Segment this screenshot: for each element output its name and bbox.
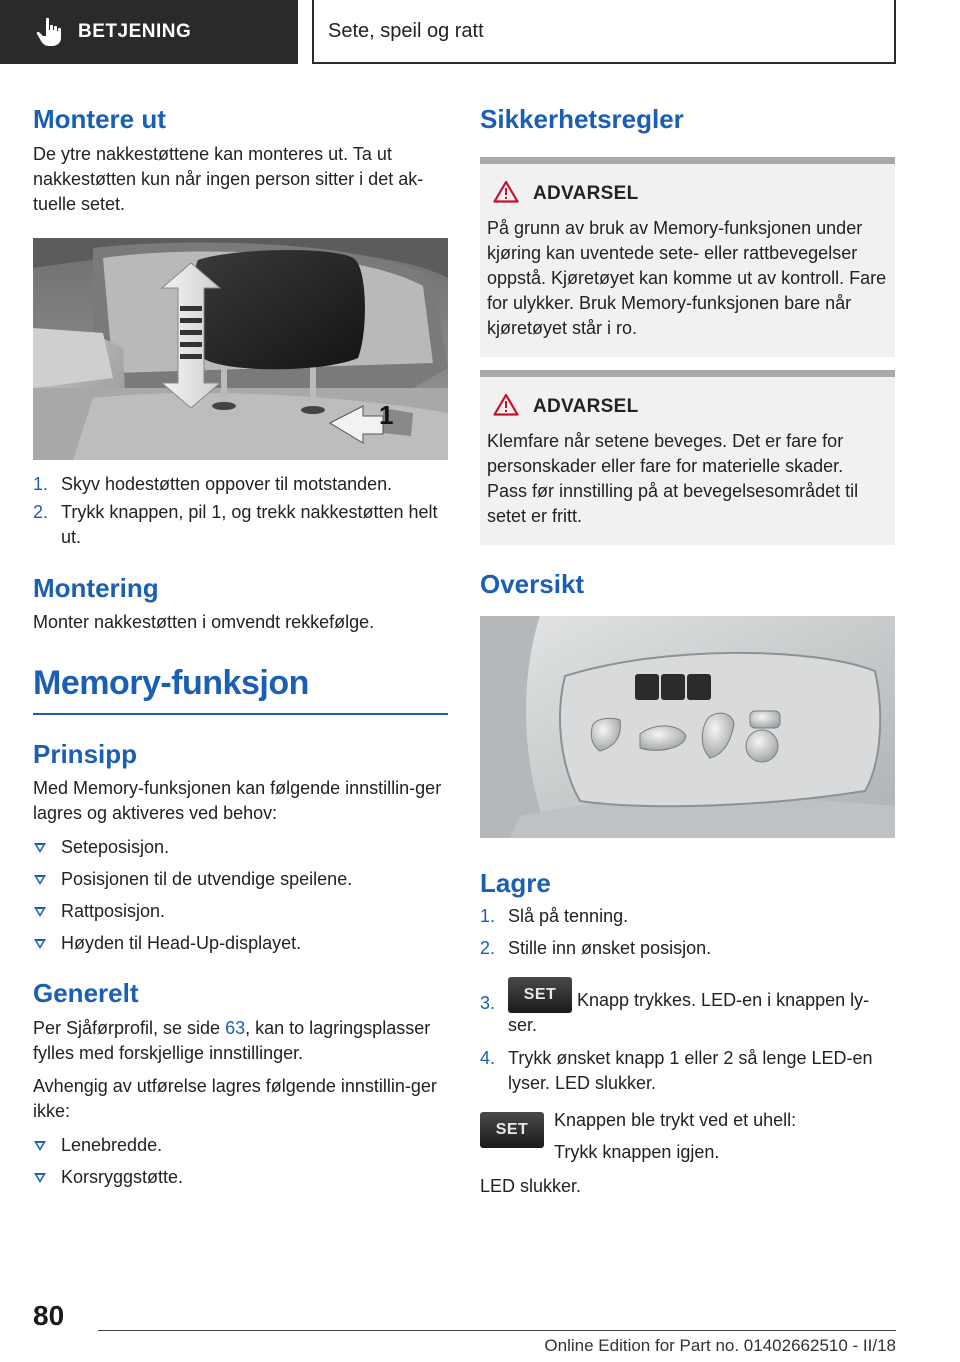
warning-box <box>480 370 895 545</box>
prinsipp-bullets <box>33 835 448 956</box>
heading-montering: Montering <box>33 573 159 604</box>
heading-sikkerhetsregler: Sikkerhetsregler <box>480 104 684 134</box>
footer-rule <box>98 1330 896 1331</box>
lagre-steps <box>480 904 895 1096</box>
warning-triangle-icon <box>493 393 519 421</box>
montering-text: Monter nakkestøtten i omvendt rekkefølge. <box>33 612 375 633</box>
list-item: Posisjonen til de utvendige speilene. <box>33 867 448 892</box>
heading-prinsipp: Prinsipp <box>33 739 138 770</box>
heading-montere-ut: Montere ut <box>33 104 166 134</box>
section-label: BETJENING <box>78 21 192 42</box>
heading-memory-funksjon: Memory-funksjon <box>33 664 309 703</box>
list-item: 1. Skyv hodestøtten oppover til motstanden. <box>33 474 393 495</box>
callout-1: 1 <box>379 400 394 431</box>
topic-tab <box>312 0 896 64</box>
left-column <box>33 100 448 1190</box>
accident-line2: Trykk knappen igjen. <box>554 1141 720 1162</box>
heading-rule <box>33 713 448 715</box>
warning-title: ADVARSEL <box>533 183 639 205</box>
montere-ut-text: De ytre nakkestøttene kan monteres ut. Ta ut nakkestøtten kun når ingen person sitter i det ak-tuelle setet. <box>33 144 424 215</box>
page-link-63[interactable]: 63 <box>225 1017 246 1038</box>
accident-line1: Knappen ble trykt ved et uhell: <box>554 1109 797 1130</box>
heading-generelt: Generelt <box>33 978 139 1009</box>
heading-oversikt: Oversikt <box>480 569 585 600</box>
generelt-text: Per Sjåførprofil, se side 63, kan to lagringsplasser fylles med forskjellige innstillinger. <box>33 1017 431 1063</box>
list-item: Korsryggstøtte. <box>33 1165 448 1190</box>
warning-box <box>480 157 895 357</box>
heading-lagre: Lagre <box>480 868 551 899</box>
set-button-icon: SET <box>480 1112 544 1148</box>
final-text: LED slukker. <box>480 1175 582 1196</box>
warning-triangle-icon <box>493 180 519 208</box>
page-number: 80 <box>33 1300 65 1331</box>
seat-controls-photo <box>480 616 895 838</box>
hand-pointer-icon <box>32 14 68 50</box>
right-column <box>480 100 895 1199</box>
list-item: 3. SET Knapp trykkes. LED-en i knappen ly-ser. <box>480 977 895 1038</box>
warning-text: På grunn av bruk av Memory-funksjonen under kjøring kan uventede sete- eller rattbevegelser oppstå. Kjøretøyet kan komme ut av kontroll. Fare for ulykker. Bruk Memory-funksjonen bare når kjøretøyet står i ro. <box>487 218 887 339</box>
topic-label: Sete, speil og ratt <box>328 19 484 42</box>
warning-text: Klemfare når setene beveges. Det er fare for personskader eller fare for materielle skader. Pass før innstilling på at bevegelsesområdet til setet er fritt. <box>487 431 859 527</box>
generelt-text2: Avhengig av utførelse lagres følgende innstillin-ger ikke: <box>33 1075 437 1121</box>
section-tab <box>0 0 298 64</box>
list-item: Høyden til Head-Up-displayet. <box>33 931 448 956</box>
set-button-icon: SET <box>508 977 572 1013</box>
list-item: 1. Slå på tenning. <box>480 905 629 926</box>
list-item: 4. Trykk ønsket knapp 1 eller 2 så lenge LED-en lyser. LED slukker. <box>480 1047 873 1093</box>
prinsipp-text: Med Memory-funksjonen kan følgende innstillin-ger lagres og aktiveres ved behov: <box>33 778 442 824</box>
headrest-photo <box>33 238 448 460</box>
edition-text: Online Edition for Part no. 01402662510 - II/18 <box>544 1336 896 1355</box>
accident-block <box>480 1108 895 1168</box>
page-header <box>0 0 960 66</box>
remove-steps <box>33 472 448 550</box>
list-item: Rattposisjon. <box>33 899 448 924</box>
generelt-bullets <box>33 1133 448 1190</box>
list-item: 2. Stille inn ønsket posisjon. <box>480 937 712 958</box>
warning-title: ADVARSEL <box>533 396 639 418</box>
list-item: Seteposisjon. <box>33 835 448 860</box>
list-item: 2. Trykk knappen, pil 1, og trekk nakkestøtten helt ut. <box>33 502 438 548</box>
list-item: Lenebredde. <box>33 1133 448 1158</box>
